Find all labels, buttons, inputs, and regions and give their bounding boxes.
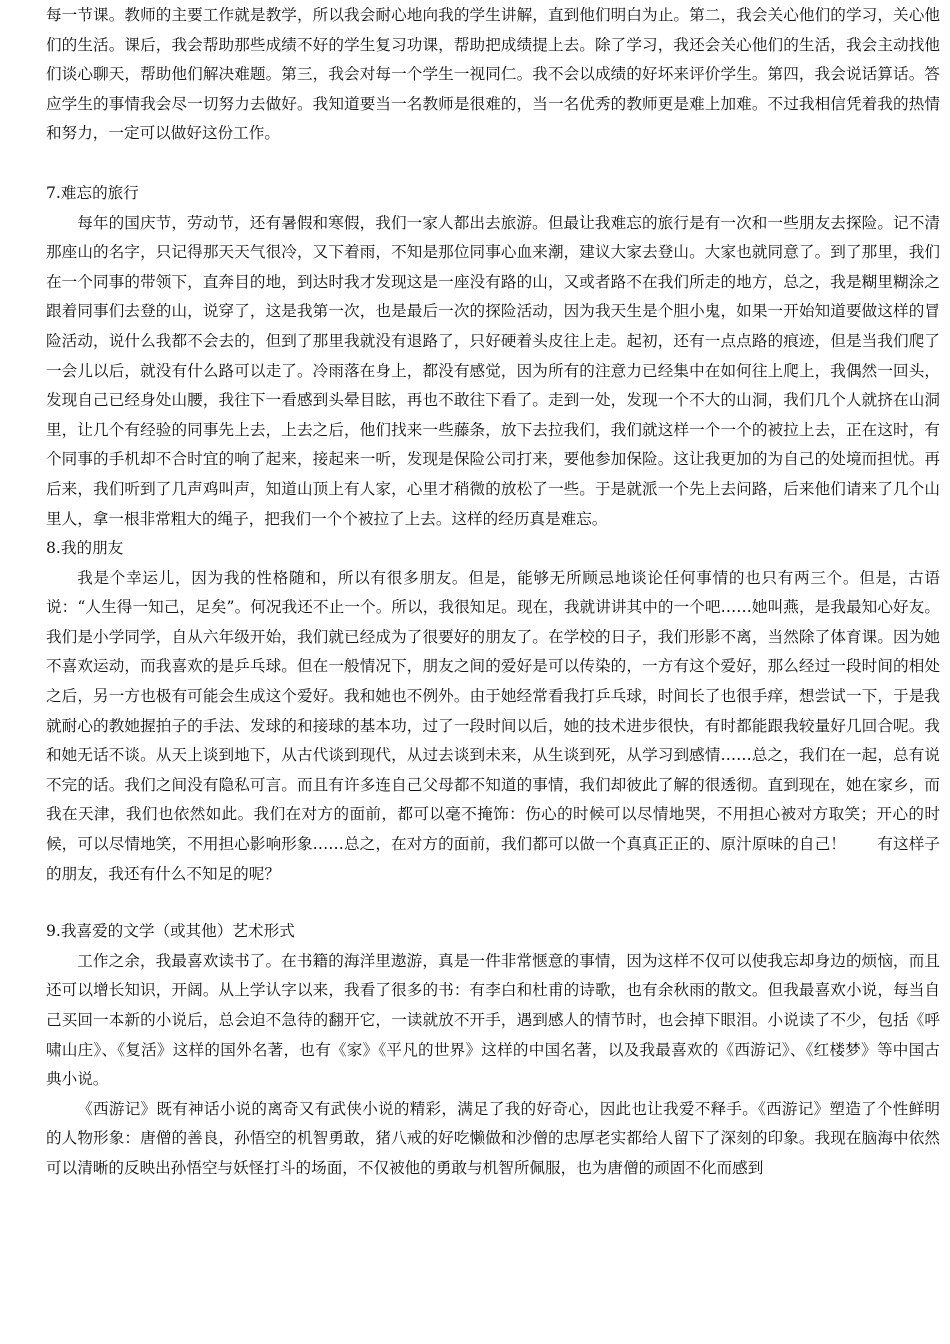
section-8-paragraph: 我是个幸运儿，因为我的性格随和，所以有很多朋友。但是，能够无所顾忌地谈论任何事情的也只有两三个。但是，古语说：“人生得一知己，足矣”。何况我还不止一个。所以，我很知足。现在，我就讲讲其中的一个吧……她叫燕，是我最知心好友。我们是小学同学，自从六年级开始，我们就已经成为了很要好的朋友了。在学校的日子，我们形影不离，当然除了体育课。因为她不喜欢运动，而我喜欢的是乒乓球。但在一般情况下，朋友之间的爱好是可以传染的，一方有这个爱好，那么经过一段时间的相处之后，另一方也极有可能会生成这个爱好。我和她也不例外。由于她经常看我打乒乓球，时间长了也很手痒，想尝试一下，于是我就耐心的教她握拍子的手法、发球的和接球的基本功，过了一段时间以后，她的技术进步很快，有时都能跟我较量好几回合呢。我和她无话不谈。从天上谈到地下，从古代谈到现代，从过去谈到未来，从生谈到死，从学习到感情……总之，我们在一起，总有说不完的话。我们之间没有隐私可言。而且有许多连自己父母都不知道的事情，我们却彼此了解的很透彻。直到现在，她在家乡，而我在天津，我们也依然如此。我们在对方的面前，都可以毫不掩饰：伤心的时候可以尽情地哭，不用担心被对方取笑；开心的时候，可以尽情地笑，不用担心影响形象……总之，在对方的面前，我们都可以做一个真真正正的、原汁原味的自己！ 有这样子的朋友，我还有什么不知足的呢？ xyxy=(46,568,940,883)
section-9-heading: 9.我喜爱的文学（或其他）艺术形式 xyxy=(46,922,295,941)
section-7-paragraph: 每年的国庆节，劳动节，还有暑假和寒假，我们一家人都出去旅游。但最让我难忘的旅行是有一次和一些朋友去探险。记不清那座山的名字，只记得那天天气很冷，又下着雨，不知是那位同事心血来潮，建议大家去登山。大家也就同意了。到了那里，我们在一个同事的带领下，直奔目的地，到达时我才发现这是一座没有路的山，又或者路不在我们所走的地方，总之，我是糊里糊涂之跟着同事们去登的山，说穿了，这是我第一次，也是最后一次的探险活动，因为我天生是个胆小鬼，如果一开始知道要做这样的冒险活动，说什么我都不会去的，但到了那里我就没有退路了，只好硬着头皮往上走。起初，还有一点点路的痕迹，但是当我们爬了一会儿以后，就没有什么路可以走了。冷雨落在身上，都没有感觉，因为所有的注意力已经集中在如何往上爬上，我偶然一回头，发现自己已经身处山腰，我往下一看感到头晕目眩，再也不敢往下看了。走到一处，发现一个不大的山洞，我们几个人就挤在山洞里，让几个有经验的同事先上去，上去之后，他们找来一些藤条，放下去拉我们，我们就这样一个一个的被拉上去，正在这时，有个同事的手机却不合时宜的响了起来，接起来一听，发现是保险公司打来，要他参加保险。这让我更加的为自己的处境而担忧。再后来，我们听到了几声鸡叫声，知道山顶上有人家，心里才稍微的放松了一些。于是就派一个先上去问路，后来他们请来了几个山里人，拿一根非常粗大的绳子，把我们一个个被拉了上去。这样的经历真是难忘。 xyxy=(46,213,940,528)
document-page xyxy=(46,0,940,1184)
section-9-paragraph-2: 《西游记》既有神话小说的离奇又有武侠小说的精彩，满足了我的好奇心，因此也让我爱不释手。《西游记》塑造了个性鲜明的人物形象：唐僧的善良，孙悟空的机智勇敢，猪八戒的好吃懒做和沙僧的忠厚老实都给人留下了深刻的印象。我现在脑海中依然可以清晰的反映出孙悟空与妖怪打斗的场面，不仅被他的勇敢与机智所佩服，也为唐僧的顽固不化而感到 xyxy=(46,1099,940,1177)
section-gap xyxy=(46,149,940,179)
section-gap xyxy=(46,889,940,917)
section-9-paragraph-1: 工作之余，我最喜欢读书了。在书籍的海洋里遨游，真是一件非常惬意的事情，因为这样不仅可以使我忘却身边的烦恼，而且还可以增长知识，开阔。从上学认字以来，我看了很多的书：有李白和杜甫的诗歌，也有余秋雨的散文。但我最喜欢小说，每当自己买回一本新的小说后，总会迫不急待的翻开它，一读就放不开手，遇到感人的情节时，也会掉下眼泪。小说读了不少，包括《呼啸山庄》、《复活》这样的国外名著，也有《家》《平凡的世界》这样的中国名著，以及我最喜欢的《西游记》、《红楼梦》等中国古典小说。 xyxy=(46,951,940,1089)
section-7-heading: 7.难忘的旅行 xyxy=(46,183,139,202)
section-8-heading: 8.我的朋友 xyxy=(46,539,124,558)
intro-paragraph: 每一节课。教师的主要工作就是教学，所以我会耐心地向我的学生讲解，直到他们明白为止。第二，我会关心他们的学习，关心他们的生活。课后，我会帮助那些成绩不好的学生复习功课，帮助把成绩提上去。除了学习，我还会关心他们的生活，我会主动找他们谈心聊天，帮助他们解决难题。第三，我会对每一个学生一视同仁。我不会以成绩的好坏来评价学生。第四，我会说话算话。答应学生的事情我会尽一切努力去做好。我知道要当一名教师是很难的，当一名优秀的教师更是难上加难。不过我相信凭着我的热情和努力，一定可以做好这份工作。 xyxy=(46,6,940,143)
